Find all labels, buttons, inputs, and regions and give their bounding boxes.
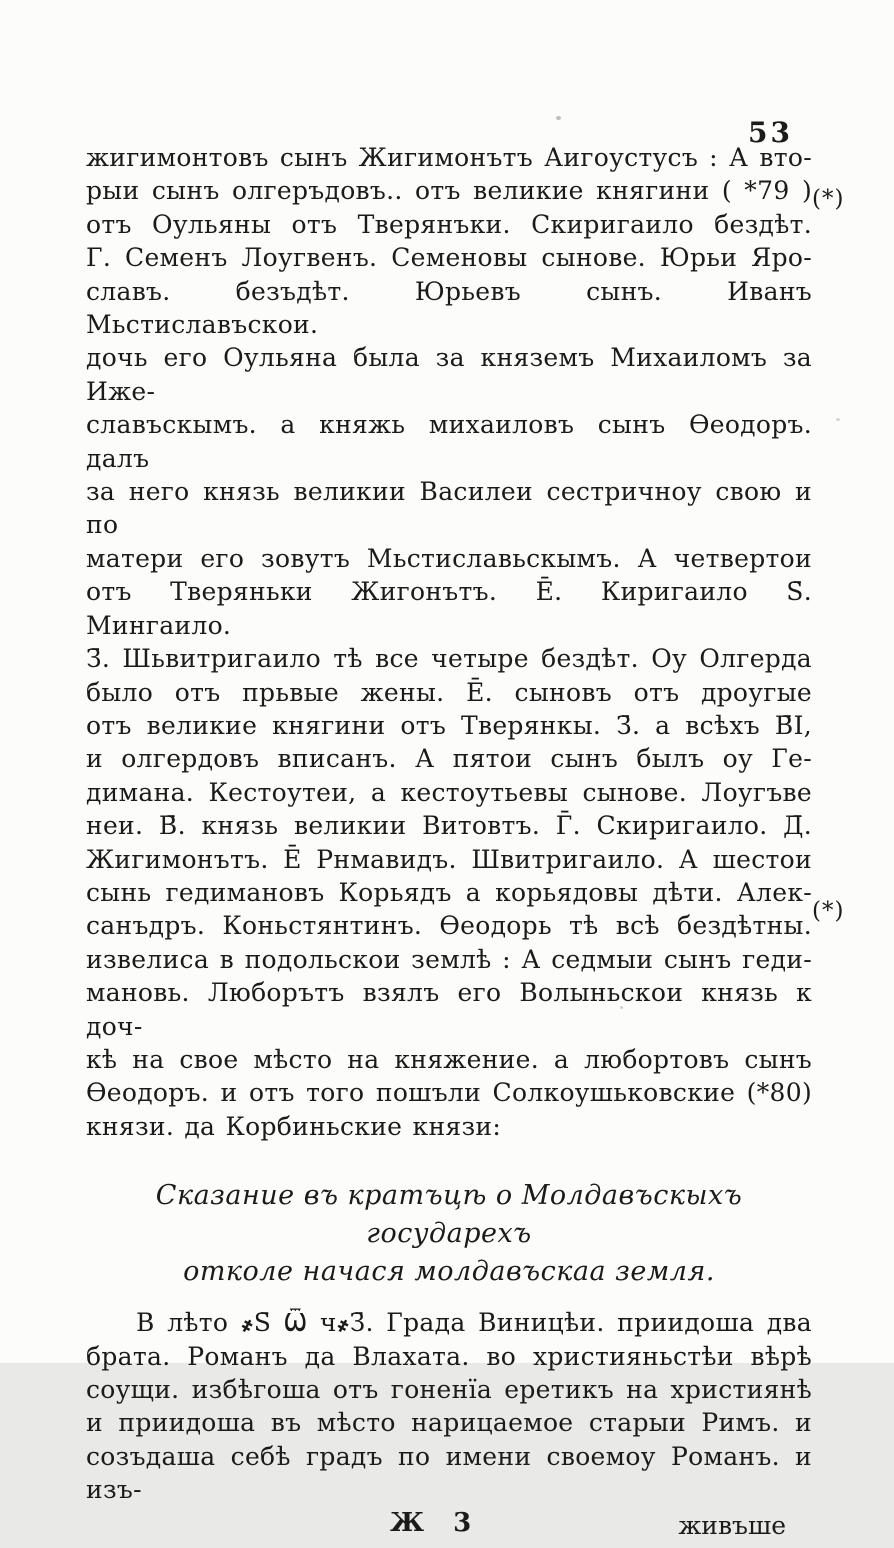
body-line: мановь. Люборътъ взялъ его Волыньскои князь к доч-	[86, 978, 812, 1041]
second-paragraph	[86, 1306, 812, 1506]
chapter-heading	[86, 1177, 812, 1291]
chapter-heading-line-2: отколе начася молдавъскаа земля.	[183, 1256, 715, 1288]
body-line: Ѳеодоръ. и отъ того пошъли Солкоушьковские (*80)	[86, 1078, 812, 1108]
body-line: славъ. безъдѣт. Юрьевъ сынъ. Иванъ Мьстиславъскои.	[86, 276, 812, 340]
catchword: живъше	[678, 1510, 786, 1540]
body-line: Жигимонътъ. Е̄ Рнмавидъ. Швитригаило. А шестои	[86, 844, 812, 874]
chapter-heading-line-1: Сказание въ кратъцѣ о Молдавъскыхъ государехъ	[155, 1180, 743, 1250]
body-line: отъ великие княгини отъ Тверянкы. З̄. а всѣхъ В̄І,	[86, 710, 812, 740]
body-line: созъдаша себѣ градъ по имени своемоу Романъ. и изъ-	[86, 1441, 812, 1505]
body-line: за него князь великии Василеи сестричноу свою и по	[86, 477, 812, 540]
body-line: рыи сынъ олгеръдовъ.. отъ великие княгини ( *79 )	[86, 176, 812, 206]
body-line: сынь гедимановъ Корьядъ а корьядовы дѣти. Алек-	[86, 877, 812, 907]
body-line: неи. В̄. князь великии Витовтъ. Г̄. Скиригаило. Д̄.	[86, 811, 812, 841]
body-line: отъ Тверяньки Жигонътъ. Е̄. Киригаило Ѕ̄. Мингаило.	[86, 577, 812, 640]
body-line: отъ Оульяны отъ Тверянъки. Скиригаило бездѣт.	[86, 209, 812, 239]
body-line: В лѣто ҂Ѕ̄ Ѿ ч҂З̄. Града Виницѣи. приидоша два	[136, 1308, 812, 1338]
margin-asterisk-note: (*)	[812, 186, 845, 212]
paper-speck	[556, 116, 561, 120]
body-line: З̄. Шьвитригаило тѣ все четыре бездѣт. Оу Олгерда	[86, 644, 812, 674]
body-line: дочь его Оульяна была за княземъ Михаиломъ за Иже-	[86, 343, 812, 406]
body-line: брата. Романъ да Влахата. во християньстѣи вѣрѣ	[86, 1341, 812, 1371]
body-line: Г. Семенъ Лоугвенъ. Семеновы сынове. Юрьи Яро-	[86, 243, 812, 273]
body-line: было отъ прьвые жены. Е̄. сыновъ отъ дроугые	[86, 677, 812, 707]
body-line: славъскымъ. а княжь михаиловъ сынъ Ѳеодоръ. далъ	[86, 410, 812, 473]
body-line: санъдръ. Коньстянтинъ. Ѳеодорь тѣ всѣ бездѣтны.	[86, 911, 812, 941]
body-line: князи. да Корбиньские князи:	[86, 1111, 502, 1141]
paper-speck	[836, 418, 840, 421]
signature-mark: Ж 3	[390, 1507, 482, 1538]
body-line: димана. Кестоутеи, а кестоутьевы сынове. Лоугъве	[86, 777, 812, 807]
body-line: извелиса в подольскои землѣ : А седмыи сынъ геди-	[86, 944, 812, 974]
page-number: 53	[748, 116, 793, 149]
body-line: матери его зовутъ Мьстиславьскымъ. А четвертои	[86, 543, 812, 573]
body-line: соущи. избѣгоша отъ гоненїа еретикъ на християнѣ	[86, 1375, 812, 1404]
body-line: жигимонтовъ сынъ Жигимонътъ Аигоустусъ : А вто-	[86, 143, 812, 172]
body-line: и приидоша въ мѣсто нарицаемое старыи Римъ. и	[86, 1408, 812, 1438]
body-line: и олгердовъ вписанъ. А пятои сынъ былъ оу Ге-	[86, 744, 812, 774]
page-footer	[86, 1508, 812, 1548]
text-block	[86, 141, 812, 1548]
margin-asterisk-note: (*)	[812, 898, 845, 924]
body-line: кѣ на свое мѣсто на княжение. а любортовъ сынъ	[86, 1044, 812, 1074]
